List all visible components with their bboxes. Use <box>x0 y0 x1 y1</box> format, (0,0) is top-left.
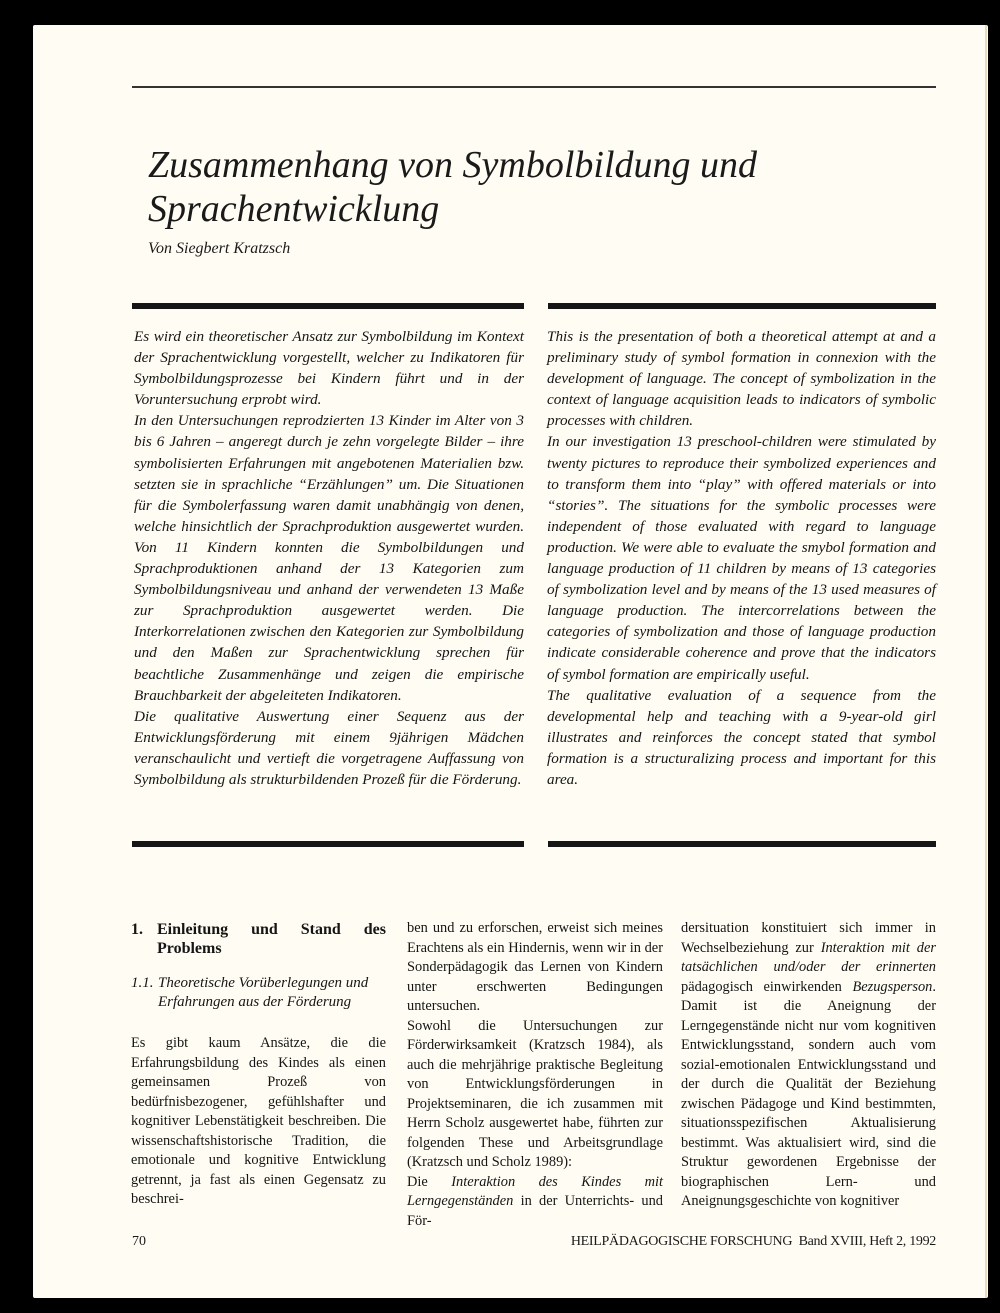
abstract-de-paragraph: Die qualitative Auswertung einer Sequenz aus der Entwicklungsförderung mit einem 9jährigen Mädchen veranschaulicht und vertieft die vorgetragene Auffassung von Symbolbildung als strukturbildenden Prozeß für die Förderung. <box>134 707 524 788</box>
page-edge-line <box>985 25 987 1298</box>
text-run: Die <box>407 1173 452 1190</box>
section-heading-1 <box>131 920 386 958</box>
text-run: . Damit ist die Aneignung der Lerngegenstände nicht nur vom kognitiven Entwicklungsstand, sondern auch vom sozial-emotionalen Entwicklungsstand und der durch die Qualität der Beziehung zwischen Pädagoge und Kind bestimmten, situationsspezifischen Aktualisierung bestimmt. Was aktualisiert wird, sind die Struktur gewordenen Ergebnisse der biographischen Lern- und Aneignungsgeschichte von kognitiver <box>681 978 936 1209</box>
body-column-2 <box>407 919 663 1231</box>
subsection-number: 1.1. <box>131 975 154 991</box>
journal-name: HEILPÄDAGOGISCHE FORSCHUNG <box>570 1234 793 1249</box>
emphasis-text: Interaktion des Kindes mit Lerngegenständen <box>407 1173 663 1209</box>
body-paragraph: ben und zu erforschen, erweist sich meines Erachtens als ein Hindernis, wenn wir in der Sonderpädagogik das Lernen von Kindern unter erschwerten Bedingungen untersuchen. <box>407 920 663 1014</box>
subsection-title: Theoretische Vorüberlegungen und Erfahrungen aus der Förderung <box>158 975 369 1010</box>
abstract-de-paragraph: In den Untersuchungen reprodzierten 13 Kinder im Alter von 3 bis 6 Jahren – angeregt durch je zehn vorgelegte Bilder – ihre symbolisierten Erfahrungen mit angebotenen Materialien bzw. setzten sie in sprachliche “Erzählungen” um. Die Situationen für die Symbolerfassung waren damit unabhängig von denen, welche hinsichtlich der Sprachproduktion ausgewertet wurden. Von 11 Kindern konnten die Symbolbildungen und Sprachproduktionen anhand der 13 Kategorien zum Symbolbildungsniveau und anhand der verwendeten 13 Maße zur Sprachproduktion ausgewertet werden. Die Interkorrelationen zwischen den Kategorien zur Symbolbildung und den Maßen zur Sprachentwicklung sprechen für beachtliche Zusammenhänge und zeigen die empirische Brauchbarkeit der abgeleiteten Indikatoren. <box>134 412 524 704</box>
body-column-3 <box>681 919 936 1212</box>
abstract-rule-bottom-right <box>548 841 936 847</box>
body-column-1 <box>131 920 386 1210</box>
emphasis-text: Bezugsperson <box>852 978 933 995</box>
abstract-de-paragraph: Es wird ein theoretischer Ansatz zur Symbolbildung im Kontext der Sprachentwicklung vorgestellt, welcher zu Indikatoren für Symbolbildungsprozesse bei Kindern führt und in der Voruntersuchung erprobt wird. <box>134 328 524 409</box>
body-paragraph <box>407 1173 663 1232</box>
emphasis-text: Interaktion mit der tatsächlichen und/oder der erinnerten <box>681 939 936 975</box>
abstract-en-paragraph: This is the presentation of both a theoretical attempt at and a preliminary study of symbol formation in connexion with the development of language. The concept of symbolization in the context of language acquisition leads to indicators of symbolic processes with children. <box>547 328 936 430</box>
journal-footer <box>536 1234 936 1250</box>
journal-issue: Band XVIII, Heft 2, 1992 <box>798 1234 936 1249</box>
section-title: Einleitung und Stand des Problems <box>157 921 386 957</box>
text-run: in der Unterrichts- und För- <box>407 1193 663 1229</box>
abstract-en-paragraph: In our investigation 13 preschool-children were stimulated by twenty pictures to reproduce their symbolized experiences and to transform them into “play” with offered materials or into “stories”. The situations for the symbolic processes were independent of those evaluated with regard to language production. We were able to evaluate the smybol formation and language production of 11 children by means of 13 categories of symbolization level and by means of the 13 used measures of language production. The intercorrelations between the categories of symbolization and those of language production indicate considerable coherence and prove that the indicators of symbol formation are empirically useful. <box>547 433 936 683</box>
page-number: 70 <box>132 1234 146 1249</box>
body-paragraph: Sowohl die Untersuchungen zur Förderwirksamkeit (Kratzsch 1984), als auch die mehrjährige praktische Begleitung von Entwicklungsförderungen in Projektseminaren, die ich zusammen mit Herrn Scholz ausgewertet habe, führten zur folgenden These und Arbeitsgrundlage (Kratzsch und Scholz 1989): <box>407 1017 663 1170</box>
abstract-rule-bottom-left <box>132 841 524 847</box>
body-paragraph <box>681 919 936 1212</box>
section-number: 1. <box>131 921 143 938</box>
abstract-rule-top-left <box>132 303 524 309</box>
article-author: Von Siegbert Kratzsch <box>148 240 291 257</box>
abstract-english <box>547 326 936 790</box>
top-rule <box>132 86 936 88</box>
article-title: Zusammenhang von Symbolbildung und Sprachentwicklung <box>148 144 758 230</box>
body-paragraph: Es gibt kaum Ansätze, die die Erfahrungsbildung des Kindes als einen gemeinsamen Prozeß von bedürfnisbezogener, gefühlshafter und kognitiver Lebenstätigkeit beschreiben. Die wissenschaftshistorische Tradition, die emotionale und kognitive Entwicklung getrennt, ja fast als einen Gegensatz zu beschrei- <box>131 1035 386 1207</box>
abstract-en-paragraph: The qualitative evaluation of a sequence from the developmental help and teaching with a 9-year-old girl illustrates and reinforces the concept stated that symbol formation is a structuralizing process and important for this area. <box>547 686 936 788</box>
subsection-heading-1-1 <box>131 974 386 1012</box>
abstract-german <box>134 326 524 790</box>
text-run: dersituation konstituiert sich immer in Wechselbeziehung zur <box>681 920 936 956</box>
abstract-rule-top-right <box>548 303 936 309</box>
text-run: pädagogisch einwirkenden <box>681 978 853 995</box>
